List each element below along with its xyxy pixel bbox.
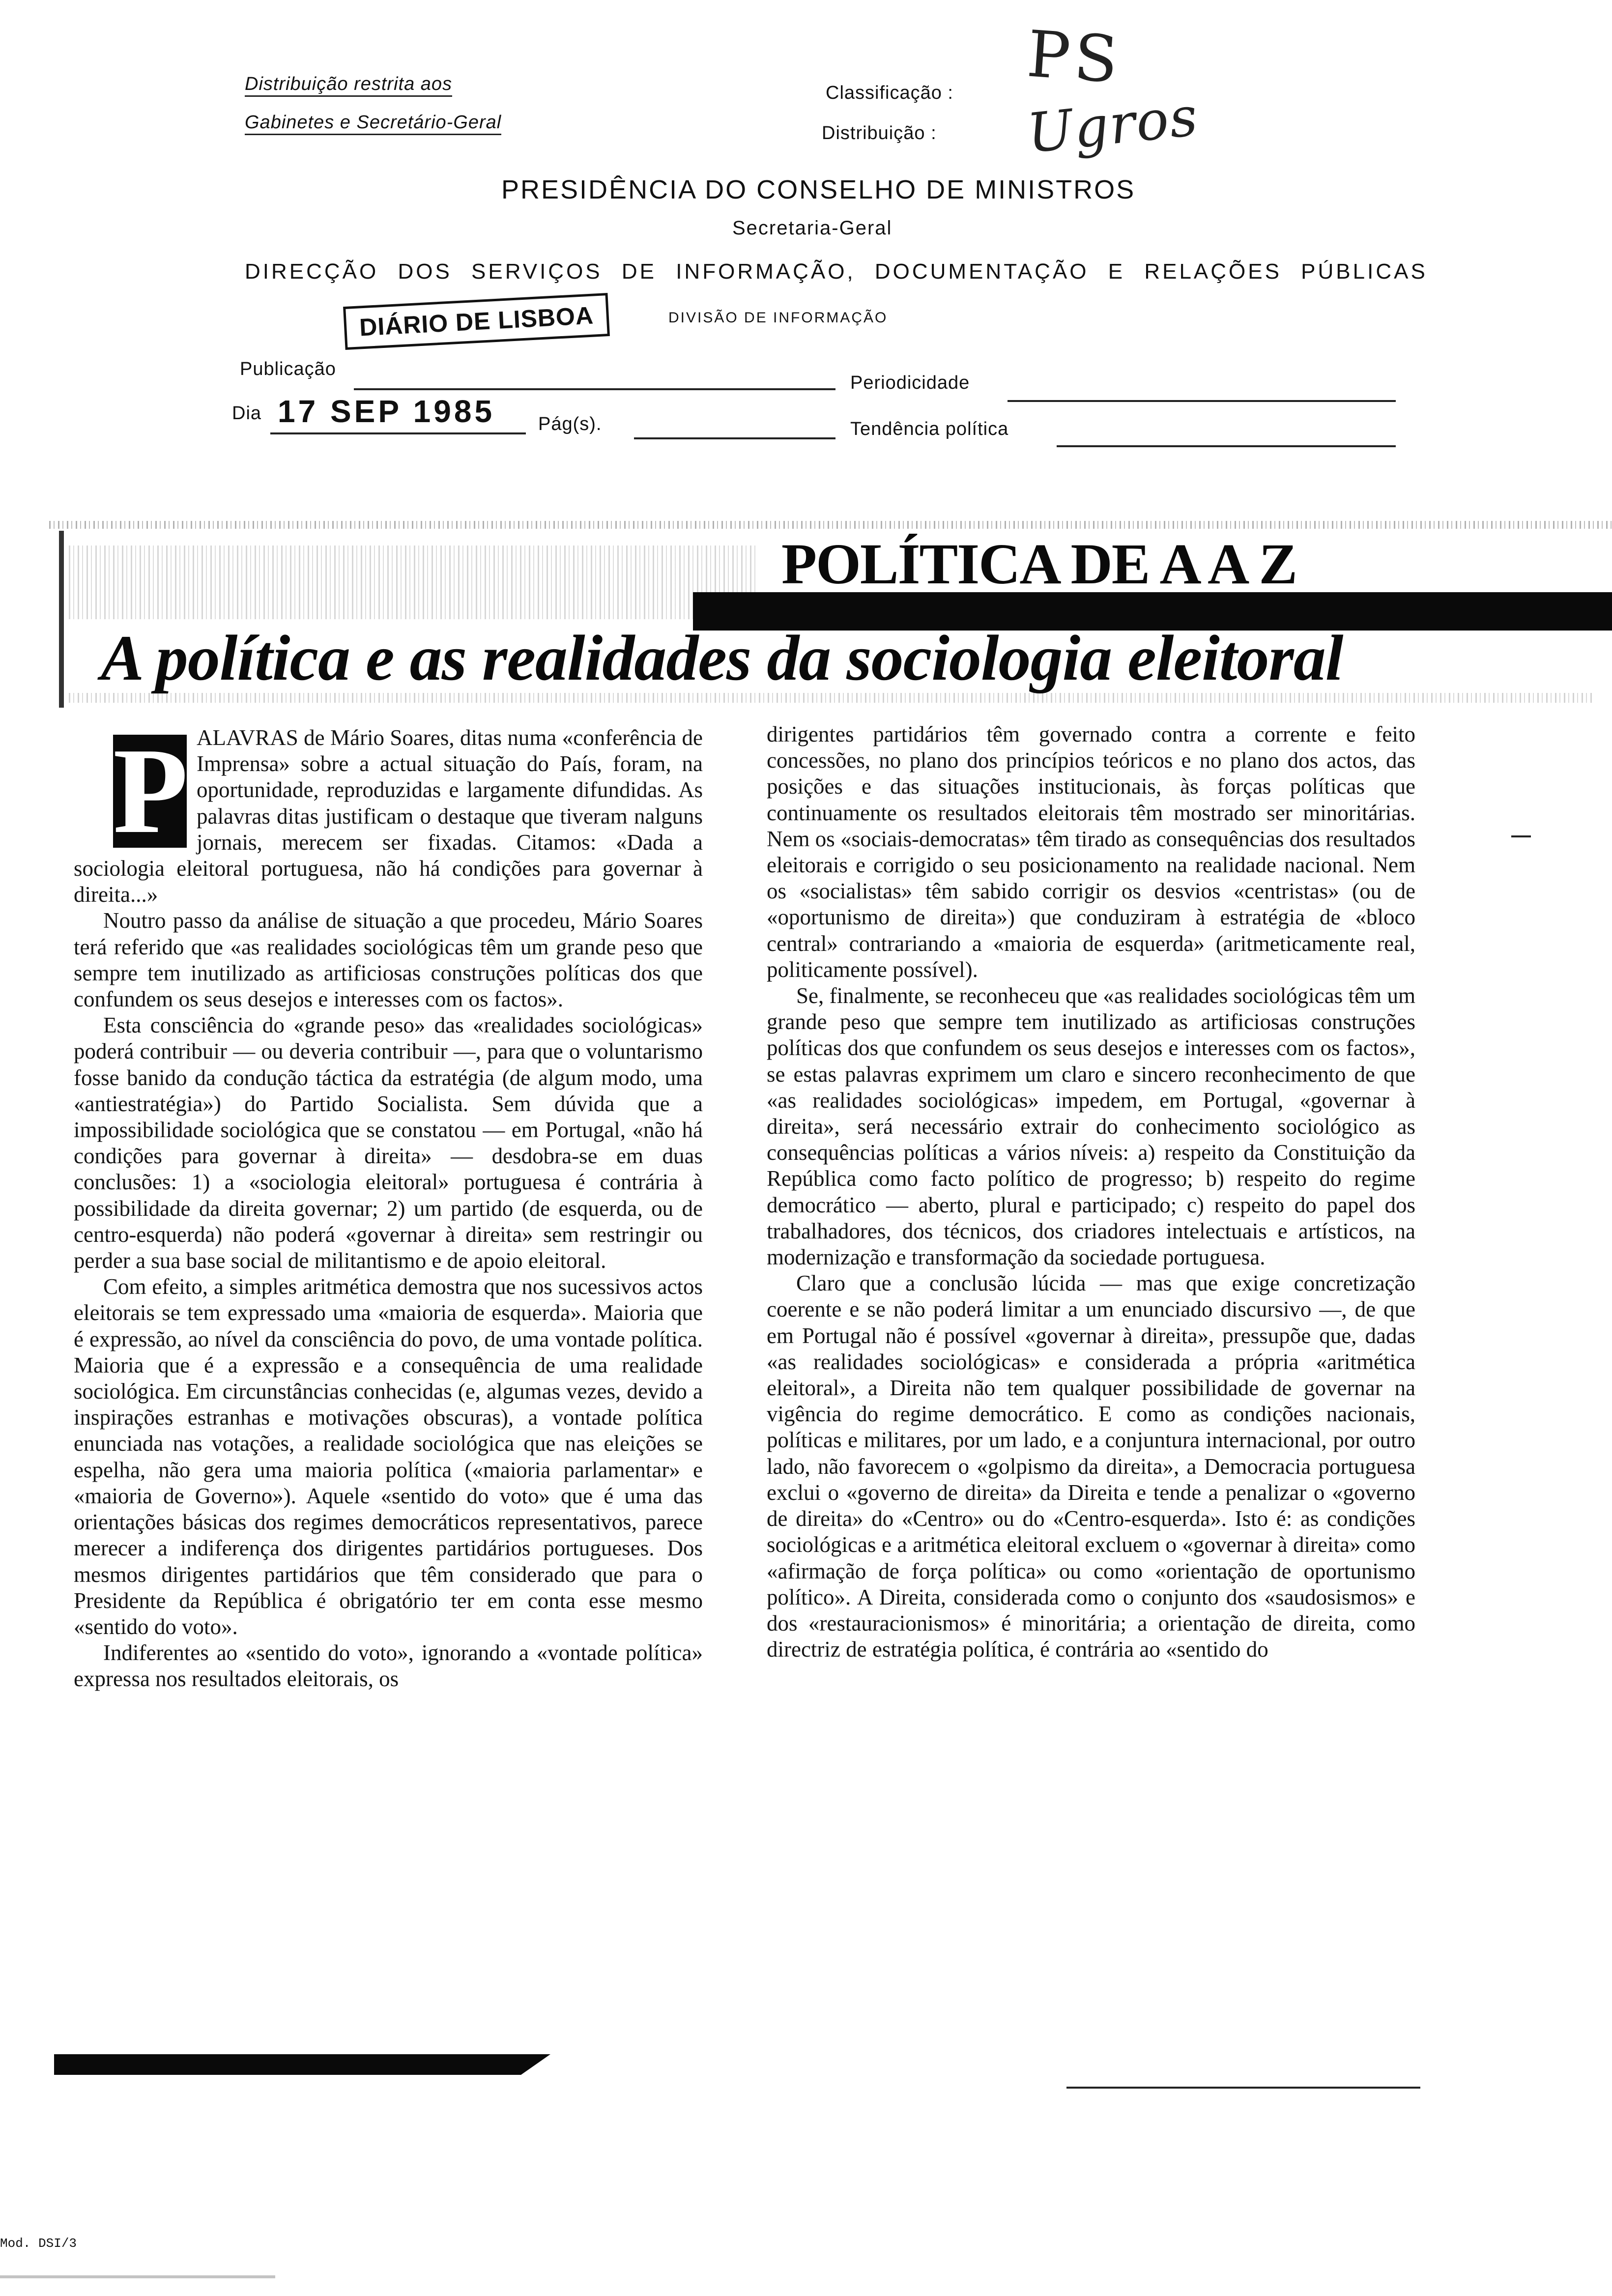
periodicidade-label: Periodicidade [850,373,970,393]
secretaria-geral: Secretaria-Geral [732,217,892,239]
margin-tick [1511,835,1531,837]
left-paragraph-1: ALAVRAS de Mário Soares, ditas numa «conferência de Imprensa» sobre a actual situação do País, foram, na oportunidade, reproduzidas e largamente difundidas. As palavras ditas justificam o destaque que tiveram nalguns jornais, merecem ser fixadas. Citamos: «Dada a sociologia eleitoral portuguesa, não há condições para governar à direita...» [74,725,703,907]
right-paragraph-3: Claro que a conclusão lúcida — mas que exige concretização coerente e se não poderá limitar a um enunciado discursivo —, de que em Portugal não é possível «governar à direita», pressupõe que, dadas «as realidades sociológicas» e considerada a própria «aritmética eleitoral», a Direita não tem qualquer possibilidade de governar na vigência do regime democrático. E como as condições nacionais, políticas e militares, por um lado, e a conjuntura internacional, por outro lado, não favorecem o «golpismo da direita», a Democracia portuguesa exclui o «governo de direita» da Direita e tende a penalizar o «governo de direita» do «Centro» ou do «Centro-esquerda». Isto é: as condições sociológicas e a aritmética eleitoral excluem o «governar à direita» como «afirmação de força política» ou como «orientação de oportunismo político». A Direita, considerada como o conjunto dos «saudosismos» e dos «restauracionismos» é minoritária; a orientação de direita, como directriz de estratégia política, é contrária ao «sentido do [767,1271,1415,1662]
headline-underline-noise [69,693,1592,703]
left-paragraph-5: Indiferentes ao «sentido do voto», ignorando a «vontade política» expressa nos resultados eleitorais, os [74,1640,703,1692]
banner-halftone [69,545,757,619]
article-headline: A política e as realidades da sociologia eleitoral [101,622,1343,694]
divisao-informacao: DIVISÃO DE INFORMAÇÃO [668,310,888,326]
scan-noise-top [49,521,1612,529]
right-column [767,721,1415,1663]
restriction-line-1: Distribuição restrita aos [245,74,452,97]
left-column [74,725,703,1693]
tendencia-label: Tendência política [850,419,1009,439]
periodicidade-field [1008,400,1396,402]
pags-field [634,437,835,439]
section-banner: POLÍTICA DE A A Z [781,532,1297,596]
classificacao-label: Classificação : [826,83,953,103]
left-paragraph-3: Esta consciência do «grande peso» das «realidades sociológicas» poderá contribuir — ou deveria contribuir —, para que o voluntarismo fosse banido da condução táctica da estratégia (de algum modo, uma «antiestratégia») do Partido Socialista. Sem dúvida que a impossibilidade sociológica que se constatou — em Portugal, «não há condições para governar à direita» — desdobra-se em duas conclusões: 1) a «sociologia eleitoral» portuguesa é contrária à possibilidade da direita governar; 2) um partido (de esquerda, ou de centro-esquerda) não poderá «governar à direita» sem restringir ou perder a sua base social de militantismo e de apoio eleitoral. [74,1013,703,1273]
publication-stamp: DIÁRIO DE LISBOA [343,293,610,350]
clipping-edge [59,531,64,708]
publicacao-label: Publicação [240,359,336,379]
date-field [270,432,526,434]
publicacao-field [354,388,835,390]
dia-label: Dia [232,403,262,424]
restriction-line-2: Gabinetes e Secretário-Geral [245,112,501,135]
form-code: Mod. DSI/3 [0,2236,77,2251]
pags-label: Pág(s). [538,414,602,434]
distribuicao-label: Distribuição : [822,123,937,144]
publication-date: 17 SEP 1985 [278,394,495,429]
tendencia-field [1057,445,1396,447]
right-paragraph-1: dirigentes partidários têm governado contra a corrente e feito concessões, no plano dos princípios teóricos e no plano dos actos, das posições e das situações institucionais, às forças políticas que continuamente os resultados eleitorais têm mostrado ser minoritárias. Nem os «sociais-democratas» têm tirado as consequências dos resultados eleitorais e corrigido o seu posicionamento na realidade nacional. Nem os «socialistas» têm sabido corrigir os desvios «centristas» (ou de «oportunismo de direita») que conduziram à estratégia de «bloco central» contrariando a «maioria de esquerda» (aritmeticamente real, politicamente possível). [767,722,1415,982]
left-paragraph-4: Com efeito, a simples aritmética demostra que nos sucessivos actos eleitorais se tem expressado uma «maioria de esquerda». Maioria que é expressão, ao nível da consciência do povo, de uma vontade política. Maioria que é a expressão e a consequência de uma realidade sociológica. Em circunstâncias conhecidas (e, algumas vezes, devido a inspirações estranhas e motivações obscuras), a vontade política enunciada nas votações, a realidade sociológica que nas eleições se espelha, não gera uma maioria política («maioria parlamentar» e «maioria de Governo»). Aquele «sentido do voto» que é uma das orientações básicas dos regimes democráticos representativos, parece merecer a indiferença dos dirigentes partidários portugueses. Dos mesmos dirigentes partidários que têm considerado que para o Presidente da República é obrigatório ter em conta esse mesmo «sentido do voto». [74,1274,703,1639]
left-paragraph-2: Noutro passo da análise de situação a que procedeu, Mário Soares terá referido que «as realidades sociológicas têm um grande peso que sempre tem inutilizado as artificiosas construções políticas dos que confundem os seus desejos e interesses com os factos». [74,908,703,1012]
ministry-title: PRESIDÊNCIA DO CONSELHO DE MINISTROS [501,175,1136,204]
left-column-bottom-bar [54,2054,521,2075]
left-bar-slant [521,2054,550,2075]
handwritten-signature: Ugros [1024,85,1202,165]
direccao-servicos: DIRECÇÃO DOS SERVIÇOS DE INFORMAÇÃO, DOCUMENTAÇÃO E RELAÇÕES PÚBLICAS [245,259,1428,284]
right-paragraph-2: Se, finalmente, se reconheceu que «as realidades sociológicas têm um grande peso que sempre tem inutilizado as artificiosas construções políticas dos que confundem os seus desejos e interesses com os factos», se estas palavras exprimem um claro e sincero reconhecimento de que «as realidades sociológicas» impedem, em Portugal, «governar à direita», será necessário extrair do conhecimento sociológico as consequências políticas a vários níveis: a) respeito da Constituição da República como facto político de progresso; b) respeito do regime democrático — aberto, plural e participado; c) respeito do papel dos trabalhadores, dos técnicos, dos criadores intelectuais e artísticos, na modernização e transformação da sociedade portuguesa. [767,983,1415,1270]
drop-cap-spacer [74,723,197,859]
scan-edge-bottom [0,2275,275,2278]
drop-cap: P [113,723,188,859]
handwritten-party-mark: PS [1024,16,1124,98]
end-rule [1066,2087,1420,2089]
